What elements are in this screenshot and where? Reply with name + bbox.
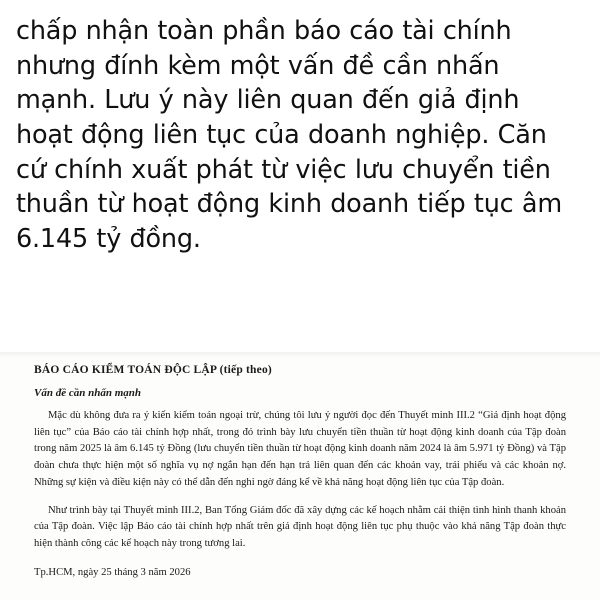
caption-text: chấp nhận toàn phần báo cáo tài chính nhưng đính kèm một vấn đề cần nhấn mạnh. Lưu ý này liên quan đến giả định hoạt động liên tục của doanh nghiệp. Căn cứ chính xuất phát từ việc lưu chuyển tiền thuần từ hoạt động kinh doanh tiếp tục âm 6.145 tỷ đồng. [16, 16, 562, 255]
scanned-document [0, 352, 600, 600]
document-subtitle: Vấn đề cần nhấn mạnh [34, 387, 141, 399]
document-title: BÁO CÁO KIỂM TOÁN ĐỘC LẬP (tiếp theo) [34, 364, 272, 376]
document-signature-line: Tp.HCM, ngày 25 tháng 3 năm 2026 [34, 566, 191, 578]
document-paragraph-1: Mặc dù không đưa ra ý kiến kiểm toán ngoại trừ, chúng tôi lưu ý người đọc đến Thuyết minh III.2 “Giả định hoạt động liên tục” của Báo cáo tài chính hợp nhất, trong đó trình bày lưu chuyển tiền thuần từ hoạt động kinh doanh của Tập đoàn trong năm 2025 là âm 6.145 tỷ Đồng (lưu chuyển tiền thuần từ hoạt động kinh doanh năm 2024 là âm 5.971 tỷ Đồng) và Tập đoàn chưa thực hiện một số nghĩa vụ nợ ngắn hạn đến hạn trả liên quan đến các khoản vay, trái phiếu và các khoản nợ. Những sự kiện và điều kiện này có thể dẫn đến nghi ngờ đáng kể về khả năng hoạt động liên tục của Tập đoàn. [34, 410, 566, 488]
document-top-shadow [0, 352, 600, 358]
document-paragraph-2: Như trình bày tại Thuyết minh III.2, Ban Tổng Giám đốc đã xây dựng các kế hoạch nhằm cải thiện tình hình thanh khoản của Tập đoàn. Việc lập Báo cáo tài chính hợp nhất trên giả định hoạt động liên tục phụ thuộc vào khả năng Tập đoàn thực hiện thành công các kế hoạch này trong tương lai. [34, 504, 566, 550]
caption-block [0, 0, 600, 257]
